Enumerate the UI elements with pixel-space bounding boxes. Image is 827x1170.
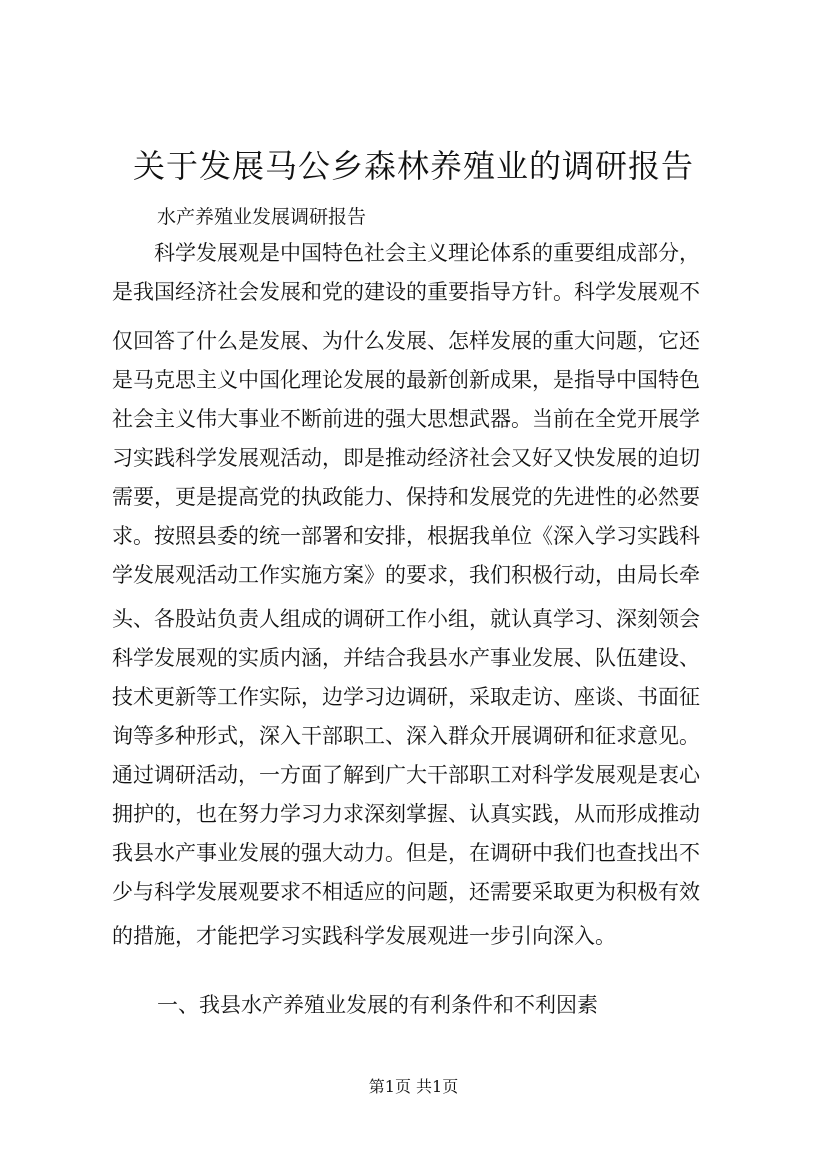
paragraph-line: 习实践科学发展观活动，即是推动经济社会又好又快发展的迫切	[112, 446, 700, 470]
document-title: 关于发展马公乡森林养殖业的调研报告	[132, 147, 694, 185]
paragraph-line: 技术更新等工作实际，边学习边调研，采取走访、座谈、书面征	[112, 685, 700, 709]
paragraph-line: 仅回答了什么是发展、为什么发展、怎样发展的重大问题，它还	[112, 329, 700, 353]
paragraph-line: 是马克思主义中国化理论发展的最新创新成果，是指导中国特色	[112, 368, 700, 392]
paragraph-line: 科学发展观是中国特色社会主义理论体系的重要组成部分，	[112, 241, 700, 265]
paragraph-line: 需要，更是提高党的执政能力、保持和发展党的先进性的必然要	[112, 485, 700, 509]
paragraph-line: 少与科学发展观要求不相适应的问题，还需要采取更为积极有效	[112, 880, 700, 904]
paragraph-line: 拥护的，也在努力学习力求深刻掌握、认真实践，从而形成推动	[112, 802, 700, 826]
paragraph-line: 社会主义伟大事业不断前进的强大思想武器。当前在全党开展学	[112, 407, 700, 431]
paragraph-line: 的措施，才能把学习实践科学发展观进一步引向深入。	[112, 924, 616, 948]
section-heading: 一、我县水产养殖业发展的有利条件和不利因素	[157, 993, 598, 1017]
paragraph-line: 我县水产事业发展的强大动力。但是，在调研中我们也查找出不	[112, 841, 700, 865]
paragraph-line: 通过调研活动，一方面了解到广大干部职工对科学发展观是衷心	[112, 763, 700, 787]
paragraph-line: 头、各股站负责人组成的调研工作小组，就认真学习、深刻领会	[112, 607, 700, 631]
paragraph-line: 科学发展观的实质内涵，并结合我县水产事业发展、队伍建设、	[112, 646, 700, 670]
page-footer: 第1页 共1页	[368, 1077, 459, 1096]
paragraph-line: 求。按照县委的统一部署和安排，根据我单位《深入学习实践科	[112, 524, 700, 548]
paragraph-line: 学发展观活动工作实施方案》的要求，我们积极行动，由局长牵	[112, 563, 700, 587]
document-subtitle: 水产养殖业发展调研报告	[157, 206, 367, 228]
paragraph-line: 是我国经济社会发展和党的建设的重要指导方针。科学发展观不	[112, 280, 700, 304]
paragraph-line: 询等多种形式，深入干部职工、深入群众开展调研和征求意见。	[112, 724, 700, 748]
